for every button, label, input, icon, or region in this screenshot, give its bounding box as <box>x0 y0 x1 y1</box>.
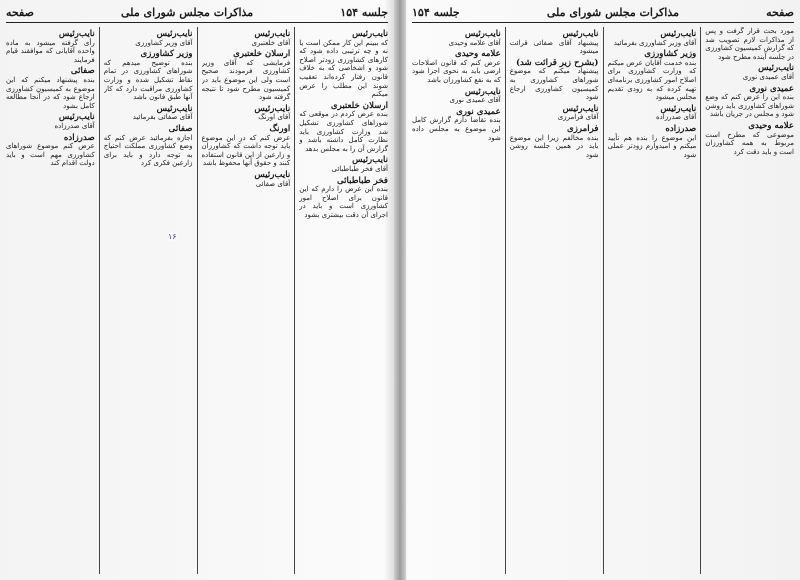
paragraph-text: بنده این عرض را دارم که این قانون برای اصلاح امور کشاورزی است و باید در اجرای آن دقت بیشتری بشود <box>299 185 388 219</box>
speaker-name: نایب‌رئیس <box>464 86 501 97</box>
paragraph-text: که ببینم این کار ممکن است یا نه و چه ترتیبی داده شود که کارهای کشاورزی زودتر اصلاح شود و اشخاصی که به خلاف قانون رفتار کرده‌اند تعقیب شوند این مطلب را عرض میکنم <box>299 38 388 99</box>
speaker-name: صفائی <box>70 66 95 77</box>
right-column-2 <box>608 27 702 574</box>
paragraph-text: آقای صفائی <box>255 179 291 188</box>
paragraph-text: آقای صدرزاده <box>656 113 697 122</box>
paragraph-text: بنده توضیح میدهم که شوراهای کشاورزی در تمام نقاط تشکیل شده و وزارت کشاورزی مراقبت دارد که کار آنها طبق قانون باشد <box>103 58 193 102</box>
paragraph-text: عرض کنم که در این موضوع باید توجه داشت که کشاورزان و زارعین از این قانون استفاده کنند و حقوق آنها محفوظ باشد <box>201 133 291 168</box>
right-column-4 <box>412 27 506 574</box>
speaker-name: فرامرزی <box>567 123 599 134</box>
handwritten-note: ۱۶ <box>168 232 177 241</box>
paragraph-text: آقای فرامرزی <box>557 113 599 122</box>
right-page-title: مذاکرات مجلس شورای ملی <box>546 5 679 19</box>
paragraph-text: آقای وزیر کشاورزی <box>135 38 193 47</box>
speaker-name: ارسلان خلعتبری <box>330 100 388 111</box>
paragraph-text: آقای وزیر کشاورزی بفرمائید <box>613 38 697 47</box>
paragraph-text: پیشنهاد آقای صفائی قرائت میشود <box>509 38 599 56</box>
left-columns <box>6 27 388 574</box>
speaker-name: علامه وحیدی <box>454 49 501 60</box>
paragraph-text: بنده پیشنهاد میکنم که این موضوع به کمیسیون کشاورزی ارجاع شود که در آنجا مطالعه کامل بشود <box>6 75 95 110</box>
speaker-name: نایب‌رئیس <box>660 103 697 114</box>
left-session-number: جلسه ۱۵۴ <box>340 5 388 19</box>
speaker-name: ارسلان خلعتبری <box>233 49 291 60</box>
paragraph-text: موضوعی که مطرح است مربوط به همه کشاورزان است و باید دقت کرد <box>705 130 794 156</box>
paragraph-text: آقای خلعتبری <box>251 38 291 47</box>
paragraph-text: بنده خدمت آقایان عرض میکنم که وزارت کشاورزی برای اصلاح امور کشاورزی برنامه‌ای تهیه کرده که به زودی تقدیم مجلس میشود <box>607 58 697 102</box>
speaker-name: نایب‌رئیس <box>156 29 193 39</box>
paragraph-text: بنده تقاضا دارم گزارش کامل این موضوع به مجلس داده شود <box>412 116 501 142</box>
paragraph-text: بنده این را عرض کنم که وضع شوراهای کشاورزی باید روشن شود و مجلس در جریان باشد <box>705 93 794 119</box>
paragraph-text: عرض کنم که قانون اصلاحات ارضی باید به نحوی اجرا شود که به نفع کشاورزان باشد <box>412 58 501 84</box>
speaker-name: نایب‌رئیس <box>464 29 501 39</box>
paragraph-text: رأی گرفته میشود به ماده واحده آقایانی که موافقند قیام فرمایند <box>6 38 95 64</box>
left-column-2 <box>202 27 296 574</box>
speaker-name: نایب‌رئیس <box>254 169 291 180</box>
paragraph-text: بنده عرض کردم در موقعی که شوراهای کشاورزی تشکیل شد وزارت کشاورزی باید نظارت کامل داشته باشد و گزارش آن را به مجلس بدهد <box>299 110 388 153</box>
left-page-label: صفحه <box>6 5 34 19</box>
left-column-1 <box>299 27 388 574</box>
speaker-name: صدرزاده <box>665 123 697 134</box>
left-column-3 <box>104 27 198 574</box>
paragraph-text: آقای عمیدی نوری <box>742 72 794 81</box>
right-column-1 <box>705 27 794 574</box>
speaker-name: (بشرح زیر قرائت شد) <box>515 57 599 68</box>
speaker-name: علامه وحیدی <box>748 120 794 131</box>
speaker-name: وزیر کشاورزی <box>644 49 697 60</box>
left-header-rule <box>6 22 388 23</box>
paragraph-text: عرض کنم موضوع شوراهای کشاورزی مهم است و باید دولت اقدام کند <box>6 142 95 168</box>
paragraph-text: آقای فخر طباطبائی <box>331 164 388 173</box>
speaker-name: وزیر کشاورزی <box>140 49 193 60</box>
right-session-number: جلسه ۱۵۴ <box>412 5 460 19</box>
left-page-header <box>6 4 388 20</box>
speaker-name: نایب‌رئیس <box>58 29 95 39</box>
right-header-rule <box>412 22 794 23</box>
right-page-label: صفحه <box>766 5 794 19</box>
paragraph-text: آقای علامه وحیدی <box>448 38 501 47</box>
speaker-name: صفائی <box>168 123 193 134</box>
speaker-name: نایب‌رئیس <box>562 29 599 39</box>
speaker-name: نایب‌رئیس <box>156 103 193 114</box>
right-column-3 <box>510 27 604 574</box>
left-page <box>0 0 394 580</box>
right-columns <box>412 27 794 574</box>
speaker-name: عمیدی نوری <box>456 106 501 117</box>
paragraph-text: آقای صدرزاده <box>54 121 95 130</box>
speaker-name: نایب‌رئیس <box>758 63 794 74</box>
paragraph-text: آقای عمیدی نوری <box>449 96 501 105</box>
speaker-name: نایب‌رئیس <box>254 29 291 39</box>
paragraph-text: فرمایشی که آقای وزیر کشاورزی فرمودند صحیح است ولی این موضوع باید در کمیسیون مطرح شود تا نتیجه گرفته شود <box>201 58 291 102</box>
paragraph-text: اجازه بفرمائید عرض کنم که وضع کشاورزی مملکت احتیاج به توجه دارد و باید برای زارعین فکری کرد <box>103 133 193 168</box>
speaker-name: عمیدی نوری <box>749 83 794 94</box>
speaker-name: نایب‌رئیس <box>352 29 388 39</box>
speaker-name: صدرزاده <box>63 132 95 143</box>
paragraph-text: آقای اورنگ <box>258 113 291 122</box>
paragraph-text: پیشنهاد میکنم که موضوع شوراهای کشاورزی به کمیسیون کشاورزی ارجاع شود <box>509 67 599 102</box>
speaker-name: نایب‌رئیس <box>254 103 291 114</box>
left-page-title: مذاکرات مجلس شورای ملی <box>121 5 254 19</box>
speaker-name: نایب‌رئیس <box>352 155 388 166</box>
left-column-4 <box>6 27 100 574</box>
paragraph-text: این موضوع را بنده هم تأیید میکنم و امیدوارم زودتر عملی شود <box>607 133 697 159</box>
right-page-header <box>412 4 794 20</box>
speaker-name: نایب‌رئیس <box>58 112 95 123</box>
paragraph-text: آقای صفائی بفرمائید <box>132 113 193 122</box>
paragraph-text: مورد بحث قرار گرفت و پس از مذاکرات لازم تصویب شد که گزارش کمیسیون کشاورزی در جلسه آینده مطرح شود <box>705 27 794 61</box>
speaker-name: فخر طباطبائی <box>336 175 388 186</box>
speaker-name: نایب‌رئیس <box>660 29 697 39</box>
speaker-name: نایب‌رئیس <box>562 103 599 114</box>
paragraph-text: بنده مخالفم زیرا این موضوع باید در همین جلسه روشن شود <box>509 133 599 159</box>
binding-gutter <box>394 0 406 580</box>
speaker-name: اورنگ <box>269 123 291 134</box>
right-page <box>406 0 800 580</box>
